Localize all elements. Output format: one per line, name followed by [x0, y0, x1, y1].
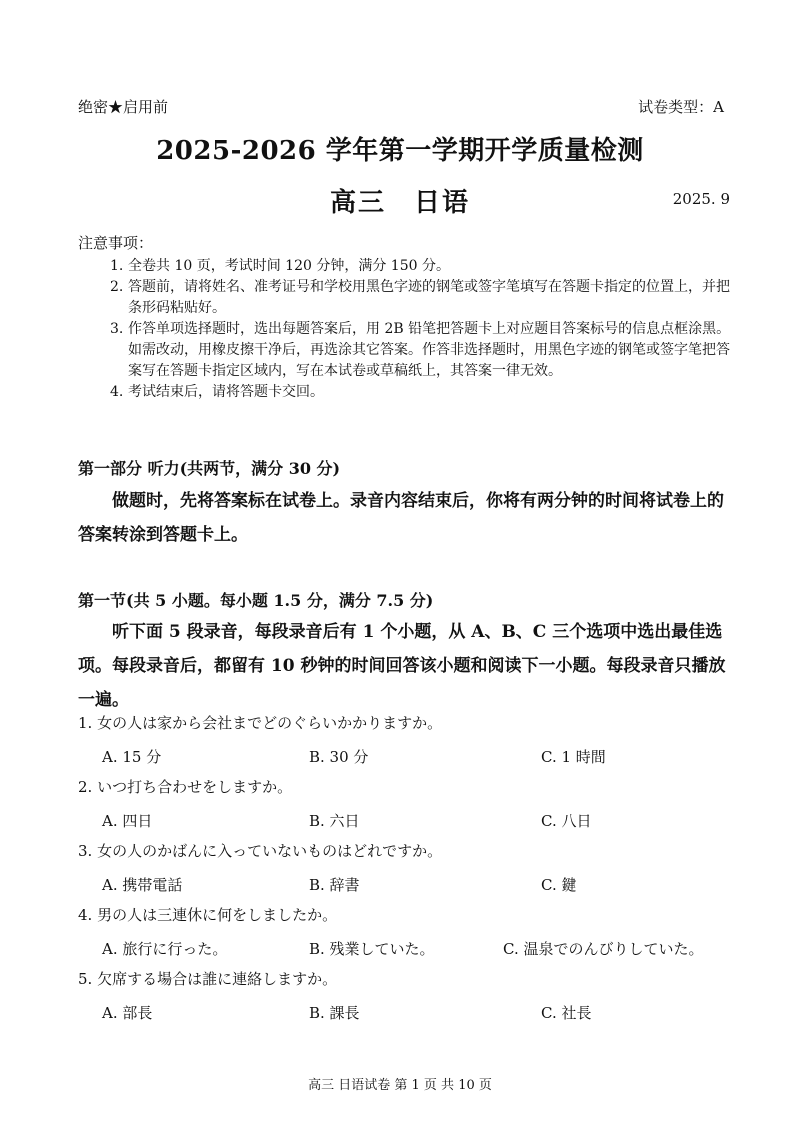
- section1-instruction: 听下面 5 段录音，每段录音后有 1 个小题，从 A、B、C 三个选项中选出最佳选项。每段录音后，都留有 10 秒钟的时间回答该小题和阅读下一小题。每段录音只播放一遍。: [78, 622, 726, 710]
- notice-item-text: 答题前，请将姓名、准考证号和学校用黑色字迹的钢笔或签字笔填写在答题卡指定的位置上，并把条形码粘贴好。: [128, 279, 730, 316]
- confidential-label: 绝密★启用前: [78, 98, 169, 116]
- option-c: C. 1 時間: [541, 748, 606, 766]
- question-number: 3.: [78, 842, 93, 860]
- notice-item: [110, 256, 740, 277]
- option-b: B. 辞書: [309, 876, 360, 894]
- part1-instruction: 做题时，先将答案标在试卷上。录音内容结束后，你将有两分钟的时间将试卷上的答案转涂到答题卡上。: [78, 491, 724, 545]
- question-item: [78, 776, 738, 840]
- question-text: 女の人のかばんに入っていないものはどれですか。: [97, 842, 443, 860]
- option-b: B. 課長: [309, 1004, 360, 1022]
- notice-title: 注意事项：: [78, 234, 154, 252]
- question-prompt: [78, 712, 442, 733]
- notice-item-text: 全卷共 10 页，考试时间 120 分钟，满分 150 分。: [128, 258, 450, 274]
- option-b: B. 30 分: [309, 748, 369, 766]
- notice-item-text: 作答单项选择题时，选出每题答案后，用 2B 铅笔把答题卡上对应题目答案标号的信息点框涂黑。如需改动，用橡皮擦干净后，再选涂其它答案。作答非选择题时，用黑色字迹的钢笔或签字笔把答案写在答题卡指定区域内，写在本试卷或草稿纸上，其答案一律无效。: [128, 321, 731, 379]
- question-item: [78, 712, 738, 776]
- option-c: C. 八日: [541, 812, 592, 830]
- page-footer: 高三 日语试卷 第 1 页 共 10 页: [308, 1078, 492, 1093]
- question-number: 2.: [78, 778, 93, 796]
- notice-item-number: 3.: [110, 321, 124, 337]
- question-prompt: [78, 904, 337, 925]
- option-a: A. 15 分: [102, 748, 162, 766]
- exam-date: 2025. 9: [672, 190, 730, 208]
- question-text: 女の人は家から会社までどのぐらいかかりますか。: [97, 714, 443, 732]
- notice-item-number: 2.: [110, 279, 124, 295]
- option-b: B. 六日: [309, 812, 360, 830]
- option-c: C. 温泉でのんびりしていた。: [503, 940, 704, 958]
- exam-title: 2025-2026 学年第一学期开学质量检测: [156, 136, 644, 166]
- question-item: [78, 904, 738, 968]
- question-prompt: [78, 968, 337, 989]
- option-c: C. 社長: [541, 1004, 592, 1022]
- question-text: 男の人は三連休に何をしましたか。: [97, 906, 338, 924]
- notice-list: [110, 256, 740, 403]
- paper-type: 试卷类型：A: [638, 98, 724, 116]
- question-number: 4.: [78, 906, 93, 924]
- notice-item: [110, 277, 740, 319]
- question-text: いつ打ち合わせをしますか。: [97, 778, 293, 796]
- question-prompt: [78, 776, 292, 797]
- notice-item-number: 4.: [110, 384, 124, 400]
- part1-title: 第一部分 听力(共两节，满分 30 分): [78, 459, 341, 478]
- notice-item-text: 考试结束后，请将答题卡交回。: [128, 384, 324, 400]
- option-a: A. 携帯電話: [102, 876, 183, 894]
- question-text: 欠席する場合は誰に連絡しますか。: [97, 970, 338, 988]
- option-a: A. 旅行に行った。: [102, 940, 228, 958]
- question-prompt: [78, 840, 442, 861]
- section1-title: 第一节(共 5 小题。每小题 1.5 分，满分 7.5 分): [78, 591, 434, 610]
- exam-subject: 高三 日语: [329, 188, 470, 218]
- question-list: [78, 712, 738, 1032]
- question-number: 1.: [78, 714, 93, 732]
- option-c: C. 鍵: [541, 876, 577, 894]
- option-a: A. 部長: [102, 1004, 153, 1022]
- option-a: A. 四日: [102, 812, 153, 830]
- option-b: B. 残業していた。: [309, 940, 435, 958]
- question-number: 5.: [78, 970, 93, 988]
- notice-item-number: 1.: [110, 258, 124, 274]
- notice-item: [110, 319, 740, 382]
- question-item: [78, 840, 738, 904]
- notice-item: [110, 382, 740, 403]
- question-item: [78, 968, 738, 1032]
